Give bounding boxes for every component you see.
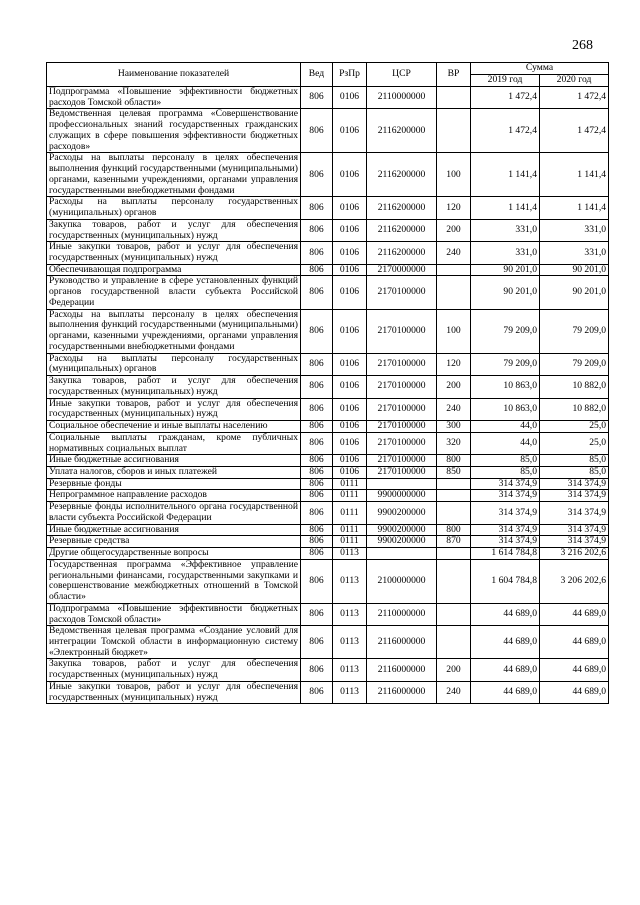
header-rzpr: РзПр — [333, 63, 367, 87]
table-row — [47, 376, 609, 398]
table-row — [47, 87, 609, 109]
cell-vr — [437, 87, 471, 109]
cell-y2020: 1 141,4 — [540, 197, 609, 219]
cell-ved: 806 — [301, 109, 333, 153]
cell-csr — [367, 548, 437, 560]
table-row — [47, 242, 609, 264]
cell-rzpr: 0106 — [333, 309, 367, 353]
cell-ved: 806 — [301, 466, 333, 478]
cell-name: Иные бюджетные ассигнования — [47, 524, 301, 536]
cell-csr: 2170100000 — [367, 455, 437, 467]
cell-y2020: 314 374,9 — [540, 490, 609, 502]
cell-y2019: 90 201,0 — [471, 264, 540, 276]
cell-csr: 2170000000 — [367, 264, 437, 276]
cell-y2019: 1 141,4 — [471, 153, 540, 197]
cell-vr — [437, 626, 471, 659]
cell-name: Закупка товаров, работ и услуг для обеспечения государственных (муниципальных) нужд — [47, 659, 301, 681]
cell-ved: 806 — [301, 153, 333, 197]
cell-y2020: 25,0 — [540, 421, 609, 433]
cell-rzpr: 0106 — [333, 109, 367, 153]
cell-csr: 2100000000 — [367, 559, 437, 603]
cell-y2020: 10 882,0 — [540, 376, 609, 398]
cell-rzpr: 0106 — [333, 153, 367, 197]
cell-y2020: 79 209,0 — [540, 309, 609, 353]
cell-vr: 240 — [437, 398, 471, 420]
cell-name: Подпрограмма «Повышение эффективности бюджетных расходов Томской области» — [47, 603, 301, 625]
cell-y2019: 44,0 — [471, 432, 540, 454]
table-row — [47, 264, 609, 276]
table-row — [47, 490, 609, 502]
table-row — [47, 548, 609, 560]
cell-name: Государственная программа «Эффективное управление региональными финансами, государственными закупками и совершенствование межбюджетных отношений в Томской области» — [47, 559, 301, 603]
cell-name: Иные закупки товаров, работ и услуг для обеспечения государственных (муниципальных) нужд — [47, 681, 301, 703]
cell-ved: 806 — [301, 197, 333, 219]
cell-csr: 2170100000 — [367, 421, 437, 433]
cell-rzpr: 0106 — [333, 242, 367, 264]
cell-ved: 806 — [301, 490, 333, 502]
cell-csr: 2116200000 — [367, 197, 437, 219]
cell-y2020: 3 206 202,6 — [540, 559, 609, 603]
cell-rzpr: 0111 — [333, 536, 367, 548]
cell-ved: 806 — [301, 276, 333, 309]
cell-rzpr: 0113 — [333, 548, 367, 560]
cell-y2020: 314 374,9 — [540, 536, 609, 548]
table-row — [47, 309, 609, 353]
cell-vr: 300 — [437, 421, 471, 433]
cell-csr: 9900200000 — [367, 502, 437, 524]
page-number: 268 — [572, 38, 593, 53]
cell-vr: 100 — [437, 153, 471, 197]
cell-y2020: 44 689,0 — [540, 681, 609, 703]
cell-ved: 806 — [301, 559, 333, 603]
cell-y2019: 44,0 — [471, 421, 540, 433]
cell-name: Обеспечивающая подпрограмма — [47, 264, 301, 276]
cell-name: Расходы на выплаты персоналу государственных (муниципальных) органов — [47, 197, 301, 219]
cell-name: Расходы на выплаты персоналу в целях обеспечения выполнения функций государственными (муниципальными) органами, казенными учреждениями, органами управления государственными внебюджетными фондами — [47, 153, 301, 197]
table-row — [47, 536, 609, 548]
cell-y2020: 10 882,0 — [540, 398, 609, 420]
table-body — [47, 87, 609, 704]
cell-ved: 806 — [301, 398, 333, 420]
cell-csr: 9900000000 — [367, 490, 437, 502]
cell-y2020: 314 374,9 — [540, 502, 609, 524]
header-2019: 2019 год — [471, 75, 540, 87]
table-row — [47, 109, 609, 153]
cell-csr — [367, 478, 437, 490]
cell-y2019: 44 689,0 — [471, 603, 540, 625]
cell-csr: 2116000000 — [367, 659, 437, 681]
cell-ved: 806 — [301, 502, 333, 524]
cell-ved: 806 — [301, 536, 333, 548]
header-name: Наименование показателей — [47, 63, 301, 87]
cell-vr: 100 — [437, 309, 471, 353]
cell-name: Ведомственная целевая программа «Создание условий для интеграции Томской области в информационную систему «Электронный бюджет» — [47, 626, 301, 659]
cell-y2019: 331,0 — [471, 242, 540, 264]
cell-y2020: 331,0 — [540, 242, 609, 264]
table-row — [47, 559, 609, 603]
cell-y2019: 314 374,9 — [471, 478, 540, 490]
cell-vr: 200 — [437, 219, 471, 241]
cell-y2020: 314 374,9 — [540, 524, 609, 536]
cell-name: Руководство и управление в сфере установленных функций органов государственной власти субъекта Российской Федерации — [47, 276, 301, 309]
cell-csr: 2110000000 — [367, 87, 437, 109]
cell-y2020: 314 374,9 — [540, 478, 609, 490]
cell-ved: 806 — [301, 242, 333, 264]
cell-y2019: 44 689,0 — [471, 626, 540, 659]
cell-vr — [437, 264, 471, 276]
cell-y2019: 10 863,0 — [471, 398, 540, 420]
cell-csr: 2116200000 — [367, 242, 437, 264]
cell-rzpr: 0106 — [333, 353, 367, 375]
cell-name: Иные бюджетные ассигнования — [47, 455, 301, 467]
cell-y2019: 1 614 784,8 — [471, 548, 540, 560]
cell-rzpr: 0113 — [333, 626, 367, 659]
cell-y2020: 44 689,0 — [540, 659, 609, 681]
table-row — [47, 659, 609, 681]
cell-ved: 806 — [301, 603, 333, 625]
cell-csr: 2170100000 — [367, 353, 437, 375]
cell-y2020: 1 472,4 — [540, 87, 609, 109]
cell-y2019: 90 201,0 — [471, 276, 540, 309]
cell-name: Закупка товаров, работ и услуг для обеспечения государственных (муниципальных) нужд — [47, 219, 301, 241]
cell-ved: 806 — [301, 626, 333, 659]
cell-rzpr: 0111 — [333, 524, 367, 536]
cell-y2019: 44 689,0 — [471, 659, 540, 681]
table-row — [47, 455, 609, 467]
cell-csr: 2170100000 — [367, 432, 437, 454]
cell-y2019: 10 863,0 — [471, 376, 540, 398]
cell-y2020: 1 472,4 — [540, 109, 609, 153]
cell-name: Иные закупки товаров, работ и услуг для обеспечения государственных (муниципальных) нужд — [47, 398, 301, 420]
cell-vr — [437, 276, 471, 309]
table-row — [47, 219, 609, 241]
cell-ved: 806 — [301, 353, 333, 375]
budget-table — [46, 62, 609, 704]
cell-ved: 806 — [301, 659, 333, 681]
cell-csr: 2170100000 — [367, 276, 437, 309]
header-sum: Сумма — [471, 63, 609, 75]
cell-y2020: 85,0 — [540, 466, 609, 478]
cell-vr — [437, 502, 471, 524]
table-row — [47, 276, 609, 309]
cell-y2019: 314 374,9 — [471, 524, 540, 536]
cell-y2019: 331,0 — [471, 219, 540, 241]
table-row — [47, 502, 609, 524]
cell-ved: 806 — [301, 478, 333, 490]
cell-csr: 2170100000 — [367, 376, 437, 398]
cell-csr: 2170100000 — [367, 466, 437, 478]
cell-vr: 200 — [437, 659, 471, 681]
cell-rzpr: 0106 — [333, 87, 367, 109]
cell-rzpr: 0111 — [333, 502, 367, 524]
cell-rzpr: 0111 — [333, 478, 367, 490]
header-ved: Вед — [301, 63, 333, 87]
cell-rzpr: 0106 — [333, 398, 367, 420]
table-row — [47, 421, 609, 433]
table-row — [47, 153, 609, 197]
cell-ved: 806 — [301, 524, 333, 536]
cell-y2019: 1 472,4 — [471, 87, 540, 109]
cell-name: Расходы на выплаты персоналу в целях обеспечения выполнения функций государственными (муниципальными) органами, казенными учреждениями, органами управления государственными внебюджетными фондами — [47, 309, 301, 353]
cell-y2019: 1 141,4 — [471, 197, 540, 219]
cell-y2020: 44 689,0 — [540, 626, 609, 659]
cell-csr: 2116200000 — [367, 153, 437, 197]
cell-csr: 2170100000 — [367, 309, 437, 353]
cell-y2020: 85,0 — [540, 455, 609, 467]
table-row — [47, 432, 609, 454]
cell-y2019: 314 374,9 — [471, 536, 540, 548]
cell-name: Другие общегосударственные вопросы — [47, 548, 301, 560]
cell-name: Резервные средства — [47, 536, 301, 548]
cell-vr — [437, 478, 471, 490]
cell-y2020: 79 209,0 — [540, 353, 609, 375]
cell-ved: 806 — [301, 376, 333, 398]
cell-y2020: 3 216 202,6 — [540, 548, 609, 560]
cell-vr: 120 — [437, 197, 471, 219]
cell-vr: 870 — [437, 536, 471, 548]
cell-rzpr: 0106 — [333, 264, 367, 276]
cell-y2020: 90 201,0 — [540, 264, 609, 276]
cell-name: Социальные выплаты гражданам, кроме публичных нормативных социальных выплат — [47, 432, 301, 454]
cell-rzpr: 0113 — [333, 659, 367, 681]
header-2020: 2020 год — [540, 75, 609, 87]
cell-vr: 120 — [437, 353, 471, 375]
cell-vr: 200 — [437, 376, 471, 398]
cell-y2019: 44 689,0 — [471, 681, 540, 703]
cell-y2020: 44 689,0 — [540, 603, 609, 625]
cell-rzpr: 0106 — [333, 421, 367, 433]
cell-rzpr: 0106 — [333, 276, 367, 309]
cell-rzpr: 0106 — [333, 432, 367, 454]
cell-vr: 240 — [437, 681, 471, 703]
cell-name: Непрограммное направление расходов — [47, 490, 301, 502]
cell-vr — [437, 548, 471, 560]
cell-name: Подпрограмма «Повышение эффективности бюджетных расходов Томской области» — [47, 87, 301, 109]
table-row — [47, 478, 609, 490]
cell-vr: 800 — [437, 455, 471, 467]
cell-rzpr: 0113 — [333, 681, 367, 703]
cell-y2019: 79 209,0 — [471, 353, 540, 375]
cell-name: Социальное обеспечение и иные выплаты населению — [47, 421, 301, 433]
cell-y2020: 25,0 — [540, 432, 609, 454]
cell-name: Ведомственная целевая программа «Совершенствование профессиональных знаний государственных гражданских служащих в сфере повышения эффективности бюджетных расходов» — [47, 109, 301, 153]
cell-csr: 9900200000 — [367, 524, 437, 536]
cell-y2019: 1 472,4 — [471, 109, 540, 153]
cell-name: Расходы на выплаты персоналу государственных (муниципальных) органов — [47, 353, 301, 375]
cell-name: Иные закупки товаров, работ и услуг для обеспечения государственных (муниципальных) нужд — [47, 242, 301, 264]
cell-ved: 806 — [301, 455, 333, 467]
cell-ved: 806 — [301, 681, 333, 703]
cell-vr: 800 — [437, 524, 471, 536]
cell-y2019: 79 209,0 — [471, 309, 540, 353]
cell-name: Уплата налогов, сборов и иных платежей — [47, 466, 301, 478]
table-row — [47, 626, 609, 659]
cell-vr — [437, 603, 471, 625]
cell-rzpr: 0106 — [333, 466, 367, 478]
cell-y2019: 1 604 784,8 — [471, 559, 540, 603]
table-row — [47, 681, 609, 703]
cell-name: Резервные фонды исполнительного органа государственной власти субъекта Российской Федерации — [47, 502, 301, 524]
table-row — [47, 353, 609, 375]
cell-csr: 2116200000 — [367, 219, 437, 241]
header-csr: ЦСР — [367, 63, 437, 87]
cell-vr: 850 — [437, 466, 471, 478]
cell-ved: 806 — [301, 432, 333, 454]
cell-ved: 806 — [301, 87, 333, 109]
cell-y2020: 1 141,4 — [540, 153, 609, 197]
cell-ved: 806 — [301, 264, 333, 276]
table-row — [47, 603, 609, 625]
cell-rzpr: 0106 — [333, 376, 367, 398]
cell-csr: 9900200000 — [367, 536, 437, 548]
cell-rzpr: 0106 — [333, 455, 367, 467]
cell-y2019: 314 374,9 — [471, 490, 540, 502]
cell-y2019: 85,0 — [471, 455, 540, 467]
cell-name: Закупка товаров, работ и услуг для обеспечения государственных (муниципальных) нужд — [47, 376, 301, 398]
cell-ved: 806 — [301, 219, 333, 241]
cell-csr: 2116000000 — [367, 681, 437, 703]
cell-csr: 2116200000 — [367, 109, 437, 153]
cell-rzpr: 0106 — [333, 219, 367, 241]
cell-y2019: 314 374,9 — [471, 502, 540, 524]
cell-rzpr: 0111 — [333, 490, 367, 502]
table-row — [47, 197, 609, 219]
cell-rzpr: 0113 — [333, 559, 367, 603]
cell-rzpr: 0106 — [333, 197, 367, 219]
cell-y2020: 331,0 — [540, 219, 609, 241]
cell-csr: 2110000000 — [367, 603, 437, 625]
cell-vr: 320 — [437, 432, 471, 454]
cell-ved: 806 — [301, 548, 333, 560]
cell-csr: 2170100000 — [367, 398, 437, 420]
cell-csr: 2116000000 — [367, 626, 437, 659]
cell-vr — [437, 109, 471, 153]
table-row — [47, 398, 609, 420]
header-vr: ВР — [437, 63, 471, 87]
table-row — [47, 524, 609, 536]
cell-y2020: 90 201,0 — [540, 276, 609, 309]
cell-vr — [437, 490, 471, 502]
cell-ved: 806 — [301, 309, 333, 353]
cell-rzpr: 0113 — [333, 603, 367, 625]
cell-vr — [437, 559, 471, 603]
table-row — [47, 466, 609, 478]
cell-vr: 240 — [437, 242, 471, 264]
cell-name: Резервные фонды — [47, 478, 301, 490]
cell-y2019: 85,0 — [471, 466, 540, 478]
cell-ved: 806 — [301, 421, 333, 433]
